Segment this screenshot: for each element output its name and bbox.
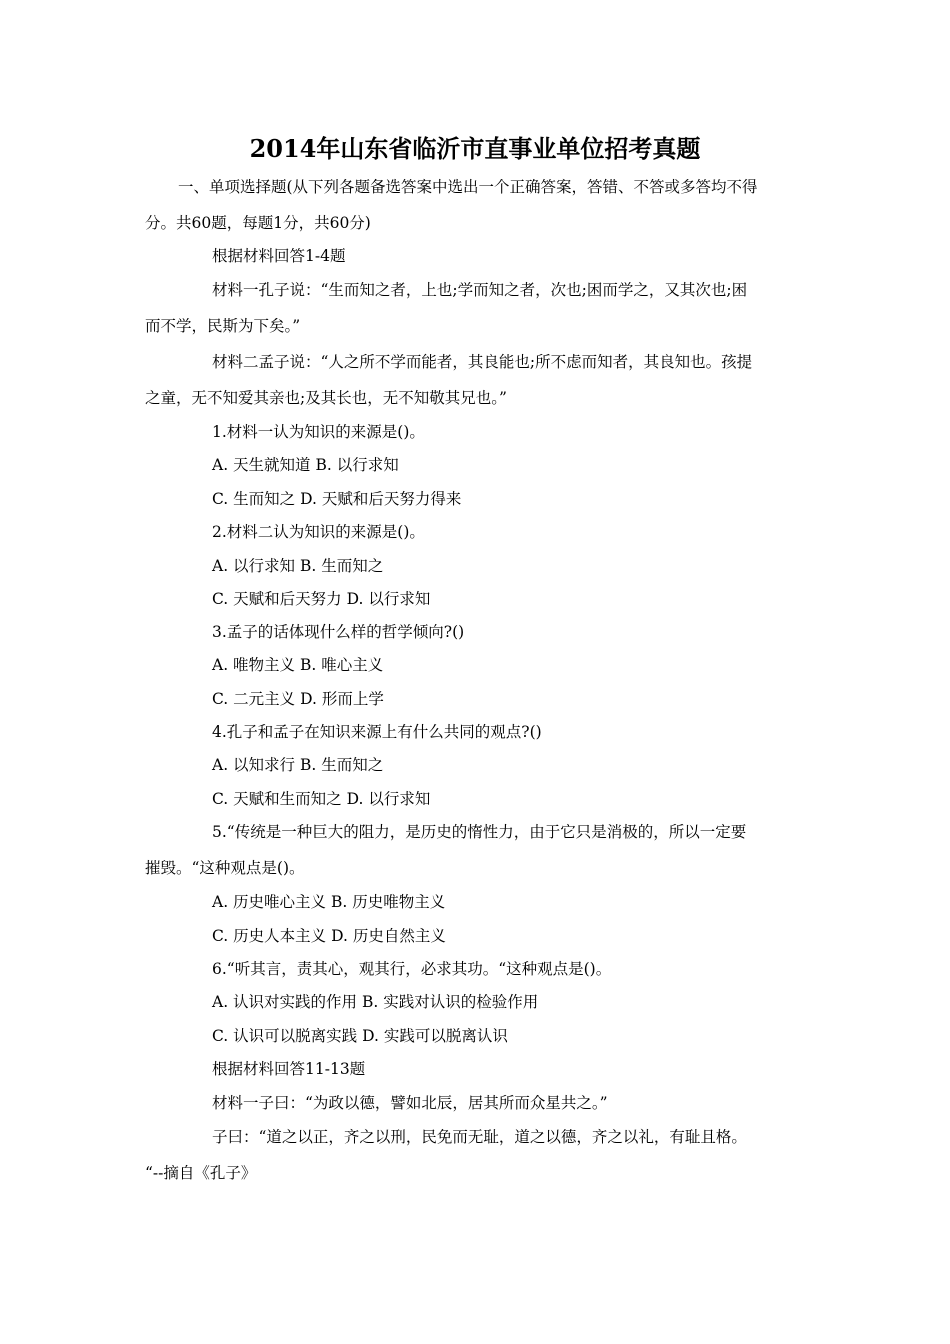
question-3: 3.孟子的话体现什么样的哲学倾向?() xyxy=(212,623,465,641)
material-instruction-2: 根据材料回答11-13题 xyxy=(212,1060,366,1078)
question-5: 5.“传统是一种巨大的阻力，是历史的惰性力，由于它只是消极的，所以一定要 xyxy=(212,823,747,841)
question-1: 1.材料一认为知识的来源是()。 xyxy=(212,423,425,441)
question-6-options-cd: C. 认识可以脱离实践 D. 实践可以脱离认识 xyxy=(212,1027,508,1045)
material-two-cont: 之童，无不知爱其亲也;及其长也，无不知敬其兄也。” xyxy=(145,389,507,407)
question-2: 2.材料二认为知识的来源是()。 xyxy=(212,523,425,541)
quote-source: “--摘自《孔子》 xyxy=(145,1164,257,1182)
section-heading: 一、单项选择题(从下列各题备选答案中选出一个正确答案，答错、不答或多答均不得 xyxy=(178,178,758,196)
question-1-options-ab: A. 天生就知道 B. 以行求知 xyxy=(212,456,399,474)
section-heading-cont: 分。共60题，每题1分，共60分) xyxy=(145,214,371,232)
material-one: 材料一孔子说：“生而知之者，上也;学而知之者，次也;困而学之，又其次也;困 xyxy=(212,281,748,299)
material-instruction: 根据材料回答1-4题 xyxy=(212,247,346,265)
question-4-options-ab: A. 以知求行 B. 生而知之 xyxy=(212,756,384,774)
material-one-b: 材料一子曰：“为政以德，譬如北辰，居其所而众星共之。” xyxy=(212,1094,608,1112)
question-2-options-cd: C. 天赋和后天努力 D. 以行求知 xyxy=(212,590,431,608)
question-5-cont: 摧毁。“这种观点是()。 xyxy=(145,859,305,877)
question-2-options-ab: A. 以行求知 B. 生而知之 xyxy=(212,557,384,575)
question-3-options-cd: C. 二元主义 D. 形而上学 xyxy=(212,690,384,708)
question-4: 4.孔子和孟子在知识来源上有什么共同的观点?() xyxy=(212,723,542,741)
question-5-options-ab: A. 历史唯心主义 B. 历史唯物主义 xyxy=(212,893,446,911)
question-1-options-cd: C. 生而知之 D. 天赋和后天努力得来 xyxy=(212,490,462,508)
question-6: 6.“听其言，责其心，观其行，必求其功。“这种观点是()。 xyxy=(212,960,612,978)
document-title: 2014年山东省临沂市直事业单位招考真题 xyxy=(249,134,701,163)
material-two: 材料二孟子说：“人之所不学而能者，其良能也;所不虑而知者，其良知也。孩提 xyxy=(212,353,753,371)
material-one-cont: 而不学，民斯为下矣。” xyxy=(145,317,301,335)
question-4-options-cd: C. 天赋和生而知之 D. 以行求知 xyxy=(212,790,431,808)
question-5-options-cd: C. 历史人本主义 D. 历史自然主义 xyxy=(212,927,446,945)
quote-line: 子曰：“道之以正，齐之以刑，民免而无耻，道之以德，齐之以礼，有耻且格。 xyxy=(212,1128,747,1146)
question-3-options-ab: A. 唯物主义 B. 唯心主义 xyxy=(212,656,384,674)
question-6-options-ab: A. 认识对实践的作用 B. 实践对认识的检验作用 xyxy=(212,993,539,1011)
